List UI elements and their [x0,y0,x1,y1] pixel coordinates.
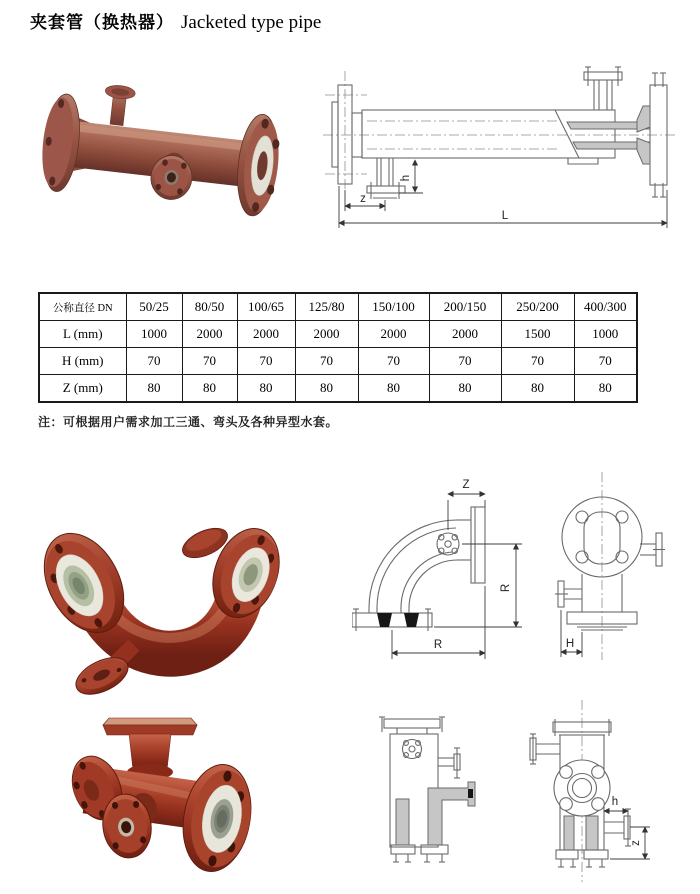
table-cell: 2000 [237,321,295,348]
table-row-Z [39,375,637,403]
jacketed-elbow-drawing [352,460,697,675]
dim-label-H: H [565,638,575,650]
table-cell: 70 [182,348,237,375]
table-header-cell: 150/100 [358,293,429,321]
table-corner-cell: 公称直径 DN [39,293,126,321]
jacketed-tee-drawing [358,692,688,887]
table-cell: 70 [501,348,574,375]
dim-label-Z: Z [462,479,470,491]
jacketed-pipe-drawing [315,58,700,233]
jacketed-tee-photo [55,698,345,888]
row-label: Z (mm) [39,375,126,403]
table-cell: 80 [501,375,574,403]
table-cell: 2000 [429,321,501,348]
page-title-english: Jacketed type pipe [181,12,322,33]
dim-label-h: h [400,174,412,182]
table-cell: 2000 [358,321,429,348]
table-header-row [39,293,637,321]
table-cell: 70 [358,348,429,375]
table-cell: 2000 [295,321,358,348]
tee-top-flange [103,718,197,735]
dim-label-R-horizontal: R [433,639,443,651]
table-header-cell: 400/300 [574,293,637,321]
elbow-side-view [352,479,522,659]
dim-label-z: z [630,840,642,846]
tee-front-view [530,700,650,882]
table-header-cell: 200/150 [429,293,501,321]
table-cell: 1500 [501,321,574,348]
table-row-L [39,321,637,348]
dim-label-h: h [611,796,619,808]
table-header-cell: 80/50 [182,293,237,321]
pipe-body-group [37,78,284,218]
row-label: L (mm) [39,321,126,348]
table-cell: 1000 [126,321,182,348]
dim-label-z: z [360,193,366,205]
jacketed-pipe-photo [25,68,305,233]
pipe-right-flange [233,112,284,218]
page-title-chinese: 夹套管（换热器） [30,13,174,33]
table-cell: 80 [237,375,295,403]
page-title [30,8,321,34]
spec-table [38,292,638,403]
footnote: 注：可根据用户需求加工三通、弯头及各种异型水套。 [38,415,339,429]
pipe-left-flange [38,92,84,193]
table-header-cell: 250/200 [501,293,574,321]
table-cell: 80 [126,375,182,403]
table-cell: 70 [295,348,358,375]
table-cell: 80 [574,375,637,403]
table-cell: 70 [429,348,501,375]
dim-label-R-vertical: R [500,583,512,593]
table-cell: 80 [295,375,358,403]
table-header-cell: 125/80 [295,293,358,321]
pipe-drawing-dimensions [339,160,667,228]
table-cell: 2000 [182,321,237,348]
tee-right-flange [175,759,259,877]
pipe-drawing-top-nozzle [584,67,622,110]
table-cell: 1000 [574,321,637,348]
elbow-top-view [555,472,665,660]
row-label: H (mm) [39,348,126,375]
table-cell: 70 [126,348,182,375]
dim-label-L: L [501,210,509,222]
table-header-cell: 100/65 [237,293,295,321]
table-header-cell: 50/25 [126,293,182,321]
table-cell: 70 [237,348,295,375]
tee-side-view [379,717,475,862]
table-cell: 80 [429,375,501,403]
table-cell: 80 [358,375,429,403]
table-row-H [39,348,637,375]
table-cell: 80 [182,375,237,403]
table-cell: 70 [574,348,637,375]
jacketed-elbow-photo [20,495,340,695]
